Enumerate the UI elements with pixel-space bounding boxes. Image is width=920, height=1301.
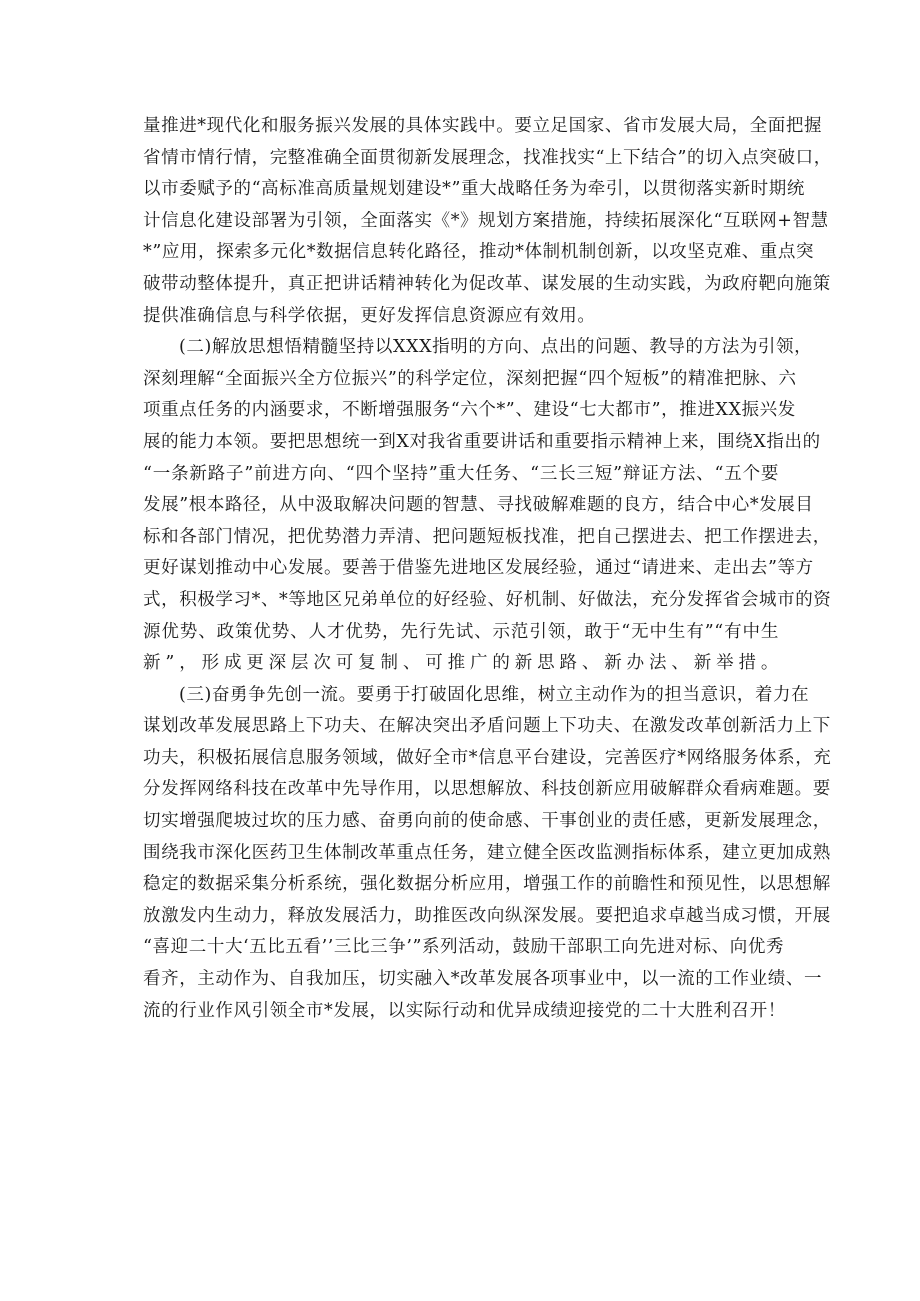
paragraph-line: 破带动整体提升，真正把讲话精神转化为促改革、谋发展的生动实践，为政府靶向施策	[143, 273, 831, 294]
paragraph-line: “喜迎二十大‘五比五看’’三比三争’”系列活动，鼓励干部职工向先进对标、向优秀	[143, 937, 785, 958]
paragraph-line: 计信息化建设部署为引领，全面落实《*》规划方案措施，持续拓展深化“互联网+智慧	[143, 210, 829, 231]
paragraph-line: 展的能力本领。要把思想统一到X对我省重要讲话和重要指示精神上来，围绕X指出的	[143, 431, 821, 452]
paragraph-2	[143, 332, 832, 680]
paragraph-line: 更好谋划推动中心发展。要善于借鉴先进地区发展经验，通过“请进来、走出去”等方	[143, 558, 814, 579]
paragraph-line: 围绕我市深化医药卫生体制改革重点任务，建立健全医改监测指标体系，建立更加成熟	[143, 842, 831, 863]
paragraph-line: 切实增强爬坡过坎的压力感、奋勇向前的使命感、干事创业的责任感，更新发展理念，	[143, 811, 831, 832]
paragraph-line: 谋划改革发展思路上下功夫、在解决突出矛盾问题上下功夫、在激发改革创新活力上下	[143, 716, 831, 737]
paragraph-3	[143, 680, 832, 1028]
paragraph-line: 式，积极学习*、*等地区兄弟单位的好经验、好机制、好做法，充分发挥省会城市的资	[143, 589, 832, 610]
paragraph-line: “一条新路子”前进方向、“四个坚持”重大任务、“三长三短”辩证方法、“五个要	[143, 463, 779, 484]
paragraph-line: 深刻理解“全面振兴全方位振兴”的科学定位，深刻把握“四个短板”的精准把脉、六	[143, 368, 797, 389]
paragraph-line: 发展”根本路径，从中汲取解决问题的智慧、寻找破解难题的良方，结合中心*发展目	[143, 495, 814, 516]
paragraph-line: 看齐，主动作为、自我加压，切实融入*改革发展各项事业中，以一流的工作业绩、一	[143, 969, 823, 990]
paragraph-line: 源优势、政策优势、人才优势，先行先试、示范引领，敢于“无中生有”“有中生	[143, 621, 779, 642]
paragraph-line: 分发挥网络科技在改革中先导作用，以思想解放、科技创新应用破解群众看病难题。要	[143, 779, 831, 800]
paragraph-line: 项重点任务的内涵要求，不断增强服务“六个*”、建设“七大都市”，推进XX振兴发	[143, 400, 796, 421]
paragraph-1	[143, 111, 832, 332]
paragraph-line: 提供准确信息与科学依据，更好发挥信息资源应有效用。	[143, 305, 596, 326]
paragraph-line: 量推进*现代化和服务振兴发展的具体实践中。要立足国家、省市发展大局，全面把握	[143, 116, 823, 136]
document-body	[143, 111, 832, 1027]
paragraph-line: 稳定的数据采集分析系统，强化数据分析应用，增强工作的前瞻性和预见性，以思想解	[143, 874, 831, 895]
paragraph-line: 标和各部门情况，把优势潜力弄清、把问题短板找准，把自己摆进去、把工作摆进去，	[143, 526, 831, 547]
paragraph-line: 以市委赋予的“高标准高质量规划建设*”重大战略任务为牵引，以贯彻落实新时期统	[143, 179, 805, 200]
paragraph-line: 省情市情行情，完整准确全面贯彻新发展理念，找准找实“上下结合”的切入点突破口，	[143, 147, 832, 168]
paragraph-line: 流的行业作风引领全市*发展，以实际行动和优异成绩迎接党的二十大胜利召开！	[143, 1000, 786, 1021]
paragraph-line: *”应用，探索多元化*数据信息转化路径，推动*体制机制创新，以攻坚克难、重点突	[143, 242, 815, 263]
paragraph-line: (三)奋勇争先创一流。要勇于打破固化思维，树立主动作为的担当意识，着力在	[179, 684, 810, 705]
paragraph-line: 放激发内生动力，释放发展活力，助推医改向纵深发展。要把追求卓越当成习惯，开展	[143, 905, 831, 926]
paragraph-line: (二)解放思想悟精髓坚持以XXX指明的方向、点出的问题、教导的方法为引领，	[179, 337, 813, 358]
paragraph-line: 功夫，积极拓展信息服务领域，做好全市*信息平台建设，完善医疗*网络服务体系，充	[143, 747, 832, 768]
paragraph-line: 新”，形成更深层次可复制、可推广的新思路、新办法、新举措。	[143, 653, 779, 674]
